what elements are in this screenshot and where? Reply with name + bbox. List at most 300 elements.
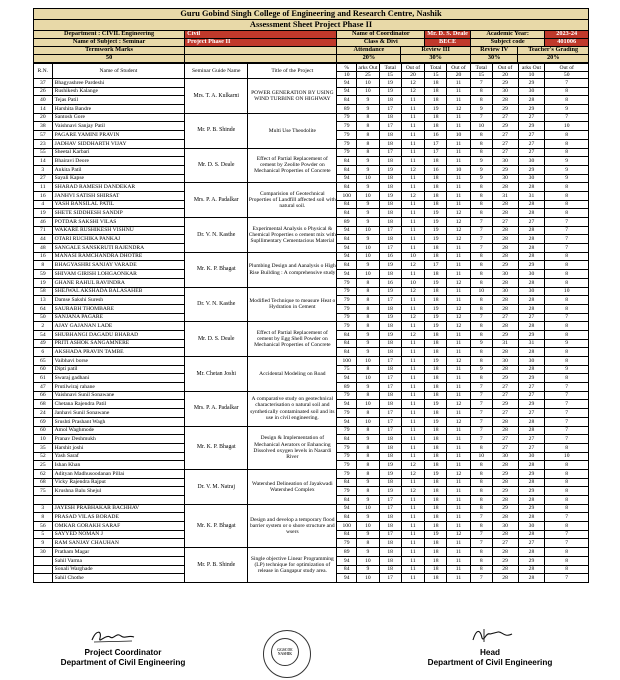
review4-out-of: 11	[447, 157, 471, 166]
total-marks: 28	[518, 252, 545, 261]
grade-marks: 8	[545, 261, 589, 270]
review4-total: 18	[425, 383, 447, 392]
attendance-marks: 8	[357, 487, 380, 496]
table-row	[34, 287, 589, 296]
review3-total: 18	[379, 200, 401, 209]
grade-marks: 8	[545, 322, 589, 331]
grade-marks: 8	[545, 252, 589, 261]
attendance-percent: 75	[337, 365, 357, 374]
attendance-percent: 84	[337, 565, 357, 574]
attendance-marks: 9	[357, 218, 380, 227]
roll-number: 37	[34, 79, 53, 88]
attendance-percent: 79	[337, 443, 357, 452]
final-out-of: 27	[492, 443, 518, 452]
review4-total: 19	[425, 469, 447, 478]
review4-out-of: 11	[447, 487, 471, 496]
student-name: OMKAR GORAKH SARAF	[52, 522, 185, 531]
review4-out-of: 11	[447, 478, 471, 487]
student-name: SANJANA PAGARE	[52, 313, 185, 322]
roll-number: 2	[34, 322, 53, 331]
roll-number: 56	[34, 522, 53, 531]
col-total: Total	[470, 64, 492, 72]
review3-total: 18	[379, 174, 401, 183]
review3-pct: 30%	[401, 55, 470, 63]
review3-total: 18	[379, 139, 401, 148]
attendance-marks: 8	[357, 304, 380, 313]
review3-total: 17	[379, 148, 401, 157]
review4-out-of: 11	[447, 139, 471, 148]
col-max: 15	[379, 72, 401, 79]
roll-number: 13	[34, 296, 53, 305]
total-marks: 28	[518, 417, 545, 426]
total-marks: 28	[518, 244, 545, 253]
attendance-marks: 8	[357, 139, 380, 148]
roll-number: 68	[34, 478, 53, 487]
attendance-marks: 8	[357, 461, 380, 470]
review4-total: 18	[425, 452, 447, 461]
review4-out-of: 11	[447, 565, 471, 574]
review3-out-of: 11	[401, 574, 425, 583]
roll-number: 35	[34, 443, 53, 452]
teacher-grade: 9	[470, 365, 492, 374]
table-row	[34, 391, 589, 400]
table-row	[34, 79, 589, 88]
teacher-grade: 7	[470, 435, 492, 444]
project-title: Design & Implementation of Mechanical Aerators or Enhancing Dissolved oxygen levels in Nasardi River	[248, 426, 337, 469]
roll-number: 5	[34, 530, 53, 539]
roll-number: 24	[34, 409, 53, 418]
roll-number	[34, 565, 53, 574]
grade-marks: 9	[545, 105, 589, 114]
review3-total: 17	[379, 357, 401, 366]
attendance-marks: 8	[357, 313, 380, 322]
attendance-percent: 79	[337, 287, 357, 296]
grade-marks: 7	[545, 417, 589, 426]
student-name: AJAY GAJANAN LADE	[52, 322, 185, 331]
attendance-marks: 8	[357, 452, 380, 461]
review3-total: 17	[379, 244, 401, 253]
sheet-header	[33, 8, 589, 30]
review4-total: 19	[425, 357, 447, 366]
review4-out-of: 12	[447, 313, 471, 322]
col-max: 50	[545, 72, 589, 79]
col-marks-out: arks Out	[518, 64, 545, 72]
student-name: SAURABH THOMBARE	[52, 304, 185, 313]
total-marks: 30	[518, 357, 545, 366]
attendance-percent: 94	[337, 400, 357, 409]
attendance-percent: 79	[337, 313, 357, 322]
coord-value: Mr. D. S. Deale	[425, 31, 471, 39]
grade-marks: 7	[545, 539, 589, 548]
final-out-of: 28	[492, 565, 518, 574]
teacher-grade: 7	[470, 513, 492, 522]
attendance-marks: 10	[357, 191, 380, 200]
attendance-marks: 9	[357, 157, 380, 166]
total-marks: 30	[518, 270, 545, 279]
teacher-grade: 8	[470, 96, 492, 105]
coordinator-signature-icon	[88, 628, 138, 646]
grade-marks: 7	[545, 513, 589, 522]
review4-out-of: 11	[447, 330, 471, 339]
grade-marks: 7	[545, 426, 589, 435]
student-name: Amol Waghmode	[52, 426, 185, 435]
teacher-grade: 8	[470, 522, 492, 531]
coordinator-dept: Department of Civil Engineering	[60, 657, 186, 667]
grade-marks: 7	[545, 383, 589, 392]
attendance-percent: 79	[337, 452, 357, 461]
attendance-marks: 8	[357, 278, 380, 287]
col-pct: %	[337, 64, 357, 72]
roll-number: 66	[34, 391, 53, 400]
col-out-of: Out of	[447, 64, 471, 72]
review3-out-of: 11	[401, 348, 425, 357]
review4-total: 18	[425, 504, 447, 513]
teacher-grade: 8	[470, 209, 492, 218]
attendance-marks: 10	[357, 574, 380, 583]
roll-number: 61	[34, 374, 53, 383]
class-value: BECE	[425, 39, 471, 47]
student-name: Sahil Varma	[52, 556, 185, 565]
review3-out-of: 12	[401, 330, 425, 339]
table-row	[34, 504, 589, 513]
final-out-of: 28	[492, 200, 518, 209]
grade-marks: 8	[545, 522, 589, 531]
attendance-percent: 94	[337, 244, 357, 253]
review4-out-of: 11	[447, 409, 471, 418]
teacher-grade: 8	[470, 478, 492, 487]
attendance-percent: 94	[337, 87, 357, 96]
final-out-of: 27	[492, 409, 518, 418]
grade-marks: 7	[545, 400, 589, 409]
head-block	[420, 648, 560, 667]
year-value: 2023-24	[545, 31, 589, 39]
total-marks: 29	[518, 79, 545, 88]
attendance-marks: 10	[357, 270, 380, 279]
roll-number: 54	[34, 330, 53, 339]
project-title: Design and develop a temporary flood barrier system or o shore structure and wsers	[248, 504, 337, 547]
teacher-grading-pct: 20%	[518, 55, 589, 63]
final-out-of: 30	[492, 522, 518, 531]
review3-out-of: 11	[401, 409, 425, 418]
grade-marks: 7	[545, 435, 589, 444]
attendance-percent: 84	[337, 478, 357, 487]
attendance-marks: 8	[357, 365, 380, 374]
grade-marks: 8	[545, 270, 589, 279]
attendance-marks: 9	[357, 105, 380, 114]
project-title: Watershed Delineation of Jayakwadi Watershed Complex	[248, 469, 337, 504]
roll-number: 6	[34, 348, 53, 357]
final-out-of: 29	[492, 122, 518, 131]
attendance-percent: 100	[337, 191, 357, 200]
final-out-of: 28	[492, 226, 518, 235]
table-row	[34, 148, 589, 157]
assessment-sheet	[33, 8, 589, 583]
final-out-of: 28	[492, 461, 518, 470]
attendance-marks: 9	[357, 235, 380, 244]
student-name: Ishan Khan	[52, 461, 185, 470]
review4-total: 18	[425, 522, 447, 531]
student-name: Vicky Rajendra Rajput	[52, 478, 185, 487]
review4-total: 17	[425, 148, 447, 157]
grade-marks: 8	[545, 443, 589, 452]
col-max: 10	[518, 72, 545, 79]
guide-name: Mr. K. P. Bhagat	[185, 426, 248, 469]
review4-out-of: 11	[447, 148, 471, 157]
col-name: Name of Student	[52, 64, 185, 79]
roll-number: 14	[34, 157, 53, 166]
final-out-of: 28	[492, 365, 518, 374]
student-rows	[34, 79, 589, 583]
total-marks: 28	[518, 426, 545, 435]
review3-out-of: 11	[401, 539, 425, 548]
total-marks: 31	[518, 191, 545, 200]
roll-number: 26	[34, 87, 53, 96]
grade-marks: 8	[545, 487, 589, 496]
final-out-of: 30	[492, 452, 518, 461]
review4-out-of: 11	[447, 383, 471, 392]
project-title: Accidental Modeling on Road	[248, 357, 337, 392]
teacher-grade: 7	[470, 79, 492, 88]
total-marks: 28	[518, 226, 545, 235]
review3-out-of: 12	[401, 461, 425, 470]
review3-total: 18	[379, 235, 401, 244]
review4-total: 19	[425, 530, 447, 539]
attendance-percent: 79	[337, 539, 357, 548]
roll-number: 19	[34, 209, 53, 218]
final-out-of: 29	[492, 374, 518, 383]
project-title: Plumbing Design and Aanalysis o High Rise Building : A comprehensive study	[248, 252, 337, 287]
roll-number	[34, 574, 53, 583]
final-out-of: 29	[492, 105, 518, 114]
attendance-percent: 94	[337, 556, 357, 565]
roll-number: 23	[34, 139, 53, 148]
review4-out-of: 11	[447, 339, 471, 348]
attendance-marks: 10	[357, 226, 380, 235]
attendance-marks: 9	[357, 435, 380, 444]
coord-label: Name of Coordinator	[337, 31, 425, 39]
review4-out-of: 11	[447, 174, 471, 183]
review4-out-of: 11	[447, 443, 471, 452]
roll-number: 40	[34, 96, 53, 105]
grade-marks: 9	[545, 365, 589, 374]
final-out-of: 27	[492, 218, 518, 227]
review4-out-of: 11	[447, 270, 471, 279]
grade-marks: 9	[545, 157, 589, 166]
guide-name: Dr. V. N. Kasthe	[185, 287, 248, 322]
student-name: Chetana Rajendra Patil	[52, 400, 185, 409]
project-title: Modified Technique to measure Heat o Hydration in Cement	[248, 287, 337, 322]
table-row	[34, 218, 589, 227]
review3-out-of: 11	[401, 139, 425, 148]
student-name: JADHAV SIDDHARTH VIJAY	[52, 139, 185, 148]
attendance-marks: 10	[357, 244, 380, 253]
final-out-of: 27	[492, 435, 518, 444]
teacher-grade: 8	[470, 270, 492, 279]
total-marks: 29	[518, 330, 545, 339]
attendance-marks: 9	[357, 496, 380, 505]
final-out-of: 28	[492, 183, 518, 192]
student-name: Swaraj gadhani	[52, 374, 185, 383]
attendance-label: Attendance	[337, 47, 401, 55]
guide-name: Mr. D. S. Deale	[185, 322, 248, 357]
guide-name: Mr. P. B. Shinde	[185, 548, 248, 583]
review3-total: 19	[379, 261, 401, 270]
roll-number: 48	[34, 244, 53, 253]
grade-marks: 8	[545, 87, 589, 96]
teacher-grade: 8	[470, 469, 492, 478]
review3-total: 17	[379, 383, 401, 392]
review3-out-of: 10	[401, 252, 425, 261]
review4-total: 18	[425, 443, 447, 452]
roll-number: 25	[34, 461, 53, 470]
review3-total: 19	[379, 191, 401, 200]
review3-total: 18	[379, 209, 401, 218]
review4-out-of: 11	[447, 244, 471, 253]
grade-marks: 8	[545, 296, 589, 305]
total-marks: 29	[518, 374, 545, 383]
final-out-of: 28	[492, 574, 518, 583]
review3-total: 18	[379, 565, 401, 574]
review4-out-of: 12	[447, 278, 471, 287]
attendance-marks: 10	[357, 87, 380, 96]
review4-out-of: 11	[447, 391, 471, 400]
review4-out-of: 11	[447, 348, 471, 357]
review4-out-of: 12	[447, 226, 471, 235]
attendance-percent: 94	[337, 574, 357, 583]
review4-total: 18	[425, 287, 447, 296]
total-marks: 27	[518, 435, 545, 444]
review4-total: 18	[425, 183, 447, 192]
student-name: Harshit joshi	[52, 443, 185, 452]
review4-out-of: 10	[447, 165, 471, 174]
attendance-marks: 9	[357, 339, 380, 348]
review4-out-of: 11	[447, 122, 471, 131]
attendance-percent: 84	[337, 157, 357, 166]
table-row	[34, 357, 589, 366]
total-marks: 28	[518, 209, 545, 218]
grade-marks: 9	[545, 165, 589, 174]
review4-out-of: 11	[447, 522, 471, 531]
review3-total: 18	[379, 131, 401, 140]
col-max: 25	[357, 72, 380, 79]
total-marks: 29	[518, 556, 545, 565]
teacher-grade: 8	[470, 191, 492, 200]
attendance-percent: 94	[337, 417, 357, 426]
review3-out-of: 11	[401, 304, 425, 313]
project-title: Comparision of Geotechnical Properties of Landfill affected soil with natural soil.	[248, 183, 337, 218]
total-marks: 28	[518, 296, 545, 305]
review4-total: 18	[425, 513, 447, 522]
review3-total: 18	[379, 435, 401, 444]
review4-total: 18	[425, 496, 447, 505]
attendance-marks: 8	[357, 391, 380, 400]
review3-out-of: 11	[401, 565, 425, 574]
attendance-percent: 84	[337, 330, 357, 339]
student-name: BHAGYASHRI SANJAY VARADE	[52, 261, 185, 270]
attendance-percent: 84	[337, 530, 357, 539]
guide-name: Mr. Chetan Joshi	[185, 357, 248, 392]
review3-total: 18	[379, 452, 401, 461]
spacer	[185, 55, 337, 63]
review3-total: 18	[379, 522, 401, 531]
roll-number: 64	[34, 304, 53, 313]
review4-out-of: 12	[447, 400, 471, 409]
review3-total: 18	[379, 478, 401, 487]
review3-total: 17	[379, 417, 401, 426]
teacher-grade: 8	[470, 461, 492, 470]
review3-out-of: 11	[401, 226, 425, 235]
final-out-of: 31	[492, 339, 518, 348]
student-name: Prutilwiraj rahane	[52, 383, 185, 392]
review3-total: 18	[379, 113, 401, 122]
review3-out-of: 11	[401, 113, 425, 122]
review3-total: 19	[379, 313, 401, 322]
grade-marks: 8	[545, 191, 589, 200]
attendance-percent: 94	[337, 504, 357, 513]
final-out-of: 28	[492, 252, 518, 261]
total-marks: 29	[518, 504, 545, 513]
attendance-marks: 10	[357, 174, 380, 183]
review3-total: 18	[379, 218, 401, 227]
total-marks: 29	[518, 122, 545, 131]
subcode-value: 401006	[545, 39, 589, 47]
total-marks: 30	[518, 522, 545, 531]
roll-number: 38	[34, 122, 53, 131]
student-name: Sahil Chothe	[52, 574, 185, 583]
attendance-percent: 84	[337, 261, 357, 270]
col-out-of: Out of	[401, 64, 425, 72]
review4-total: 18	[425, 122, 447, 131]
student-name: GHANE RAHUL RAVINDRA	[52, 278, 185, 287]
table-row	[34, 469, 589, 478]
review4-total: 18	[425, 435, 447, 444]
review4-total: 18	[425, 252, 447, 261]
total-marks: 27	[518, 383, 545, 392]
review3-out-of: 12	[401, 261, 425, 270]
review3-total: 16	[379, 252, 401, 261]
review3-total: 18	[379, 339, 401, 348]
review4-out-of: 12	[447, 357, 471, 366]
col-max: 15	[470, 72, 492, 79]
teacher-grade: 10	[470, 287, 492, 296]
attendance-marks: 8	[357, 539, 380, 548]
review4-out-of: 12	[447, 235, 471, 244]
review3-out-of: 11	[401, 374, 425, 383]
review4-out-of: 10	[447, 131, 471, 140]
attendance-marks: 10	[357, 504, 380, 513]
total-marks: 29	[518, 469, 545, 478]
final-out-of: 29	[492, 504, 518, 513]
review4-total: 18	[425, 409, 447, 418]
grade-marks: 8	[545, 565, 589, 574]
attendance-percent: 100	[337, 357, 357, 366]
attendance-marks: 10	[357, 522, 380, 531]
student-name: Rushikesh Kalange	[52, 87, 185, 96]
attendance-percent: 84	[337, 200, 357, 209]
final-out-of: 28	[492, 348, 518, 357]
teacher-grade: 7	[470, 313, 492, 322]
attendance-percent: 89	[337, 548, 357, 557]
total-marks: 27	[518, 218, 545, 227]
grade-marks: 7	[545, 313, 589, 322]
grade-marks: 8	[545, 330, 589, 339]
teacher-grade: 7	[470, 409, 492, 418]
project-title: Effect of Partial Replacement of cement by Egg Shell Powder on Mechanical Properties of Concrete	[248, 322, 337, 357]
teacher-grade: 8	[470, 443, 492, 452]
department-stamp-icon	[263, 630, 311, 678]
review3-total: 19	[379, 287, 401, 296]
teacher-grade: 7	[470, 530, 492, 539]
